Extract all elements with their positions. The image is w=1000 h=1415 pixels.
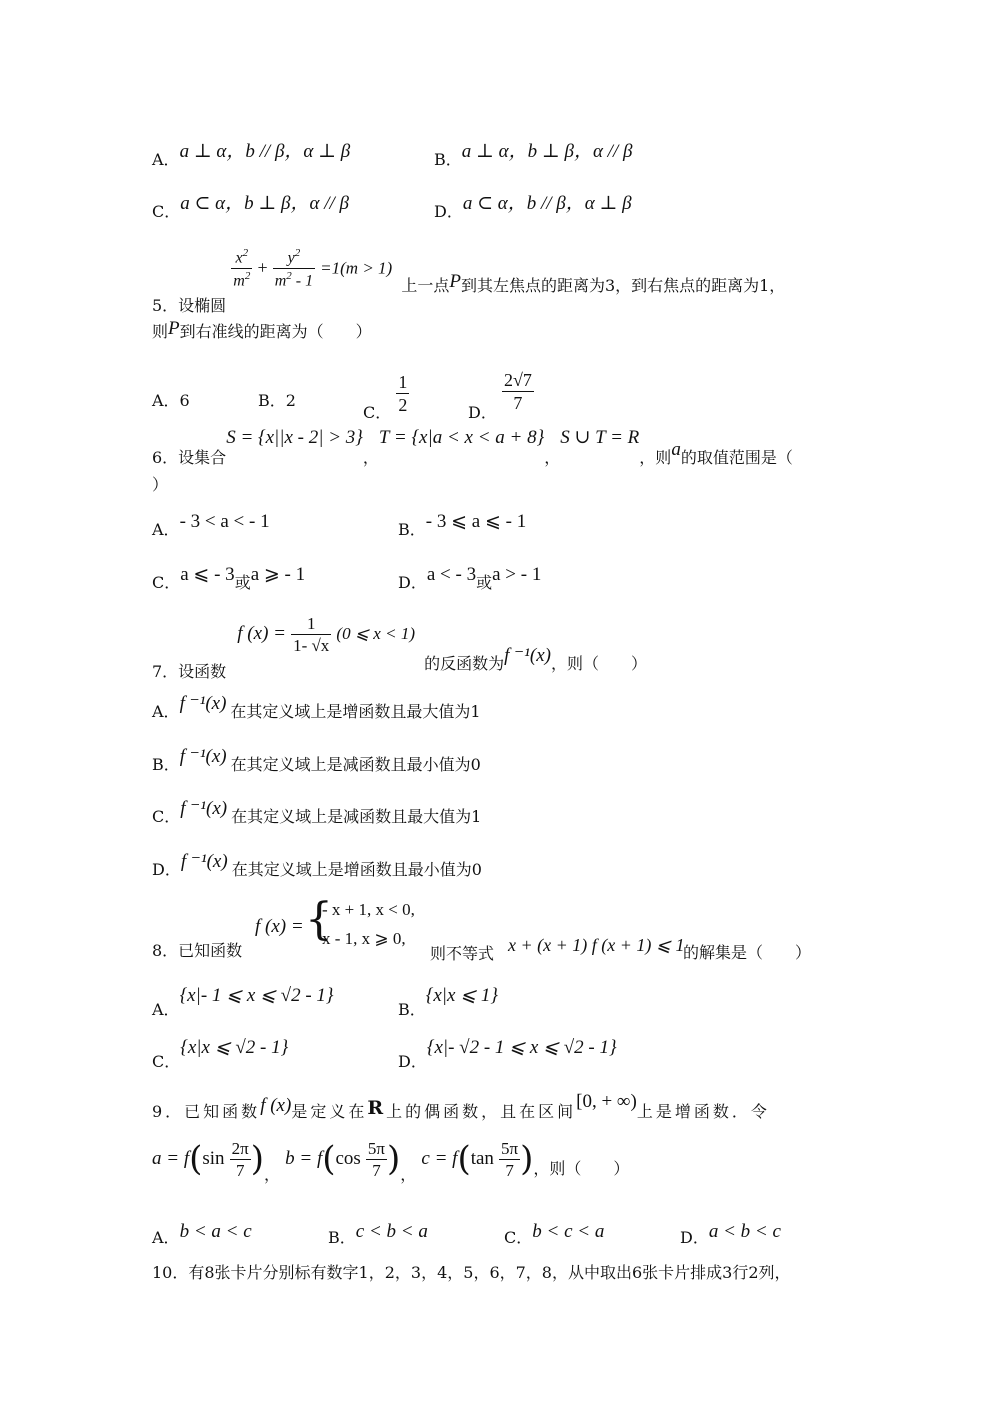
q8-option-a: A．{x|- 1 ⩽ x ⩽ √2 - 1} — [152, 985, 334, 1019]
q9-frac-a: $\frac{2\pi}{7}$ — [231, 1139, 249, 1180]
q6-set-s: S = {x||x - 2| > 3} — [226, 427, 363, 448]
q9-option-d: D．a < b < c — [680, 1221, 781, 1247]
q4-option-b: B．a ⊥ α，b ⊥ β，α // β — [434, 141, 633, 169]
q6-set-t: T = {x|a < x < a + 8} — [378, 427, 545, 448]
q8-fx: f (x) = — [255, 916, 304, 937]
q7-option-a: A．f ⁻¹(x) 在其定义域上是增函数且最大值为1 — [152, 693, 481, 721]
q5-option-d: D． $\frac{2√7}{7}$ — [468, 370, 532, 422]
q4-option-c-expr: a ⊂ α，b ⊥ β，α // β — [180, 193, 349, 214]
q4-option-d: D．a ⊂ α，b // β，α ⊥ β — [434, 193, 632, 221]
q5-ellipse-x-term: $\frac{x^2}{m^2}$ — [233, 247, 251, 290]
q8-inequality: x + (x + 1) f (x + 1) ⩽ 1 — [508, 935, 685, 955]
q9-stem-line1: 9．已知函数f (x)是定义在R上的偶函数，且在区间[0, + ∞)上是增函数．令 — [152, 1091, 770, 1121]
q9-option-a: A．b < a < c — [152, 1221, 252, 1247]
q8-option-b: B．{x|x ⩽ 1} — [398, 985, 498, 1019]
q4-option-b-expr: a ⊥ α，b ⊥ β，α // β — [461, 141, 633, 162]
q5-ellipse-rhs: =1(m > 1) — [320, 258, 393, 278]
q6-union: S ∪ T = R — [560, 427, 640, 448]
q4-option-a-expr: a ⊥ α，b // β，α ⊥ β — [179, 141, 351, 162]
q8-piecewise-brace: { — [305, 894, 333, 945]
q6-stem-line2: ） — [152, 475, 169, 494]
q7-function-fraction: $\frac{1}{1- √x}$ — [293, 614, 330, 655]
q5-option-c-fraction: $\frac{1}{2}$ — [398, 372, 408, 415]
q8-option-d: D．{x|- √2 - 1 ⩽ x ⩽ √2 - 1} — [398, 1037, 617, 1071]
q5-stem-line1: 5．设椭圆 $\frac{x^2}{m^2}$ + $\frac{y^2}{m^2 - 1}$ =1(m > 1) 上一点P到其左焦点的距离为3，到右焦点的距离为1， — [152, 247, 786, 316]
q9-option-b: B．c < b < a — [328, 1221, 428, 1247]
q5-stem-line2: 则P到右准线的距离为（ ） — [152, 318, 372, 341]
q7-option-c: C．f ⁻¹(x) 在其定义域上是减函数且最大值为1 — [152, 798, 482, 826]
q7-stem: 7．设函数 f (x) = $\frac{1}{1- √x}$ (0 ⩽ x < 1) 的反函数为f ⁻¹(x)，则（ ） — [152, 614, 647, 681]
q8-text: 则不等式 — [430, 944, 495, 963]
q10-stem: 10．有8张卡片分别标有数字1，2，3，4，5，6，7，8，从中取出6张卡片排成3行2列， — [152, 1263, 791, 1282]
q9-definitions: a = f(sin $\frac{2\pi}{7}$ )， b = f(cos $\frac{5\pi}{7}$ )， c = f(tan $\frac{5\pi}{7}$ )，则（ ） — [152, 1139, 630, 1184]
q5-option-c: C． $\frac{1}{2}$ — [363, 372, 408, 422]
q8-prefix: 8．已知函数 — [152, 941, 243, 960]
q8-case1: - x + 1, x < 0, — [322, 900, 415, 919]
q9-frac-c: $\frac{5\pi}{7}$ — [501, 1139, 519, 1180]
q4-option-d-expr: a ⊂ α，b // β，α ⊥ β — [462, 193, 632, 214]
q8-suffix: 的解集是（ ） — [683, 943, 812, 962]
q5-option-d-fraction: $\frac{2√7}{7}$ — [503, 370, 532, 413]
q8-option-c: C．{x|x ⩽ √2 - 1} — [152, 1037, 289, 1071]
q5-option-a: A．6 — [152, 391, 190, 410]
q4-option-a: A．a ⊥ α，b // β，α ⊥ β — [152, 141, 351, 169]
q4-option-c: C．a ⊂ α，b ⊥ β，α // β — [152, 193, 349, 221]
q6-option-c: C．a ⩽ - 3或a ⩾ - 1 — [152, 564, 306, 592]
q6-stem-line1: 6．设集合S = {x||x - 2| > 3}，T = {x|a < x < a + 8}，S ∪ T = R，则a的取值范围是（ — [152, 427, 793, 467]
q9-option-c: C．b < c < a — [504, 1221, 605, 1247]
q6-option-b: B．- 3 ⩽ a ⩽ - 1 — [398, 511, 527, 539]
q5-option-b: B．2 — [258, 391, 296, 410]
q5-ellipse-y-term: $\frac{y^2}{m^2 - 1}$ — [274, 247, 314, 290]
q8-case2: x - 1, x ⩾ 0, — [322, 929, 406, 948]
q6-option-a: A．- 3 < a < - 1 — [152, 511, 270, 539]
q6-option-d: D．a < - 3或a > - 1 — [398, 564, 542, 592]
q7-option-b: B．f ⁻¹(x) 在其定义域上是减函数且最小值为0 — [152, 746, 481, 774]
q7-option-d: D．f ⁻¹(x) 在其定义域上是增函数且最小值为0 — [152, 851, 482, 879]
q9-frac-b: $\frac{5\pi}{7}$ — [367, 1139, 386, 1180]
